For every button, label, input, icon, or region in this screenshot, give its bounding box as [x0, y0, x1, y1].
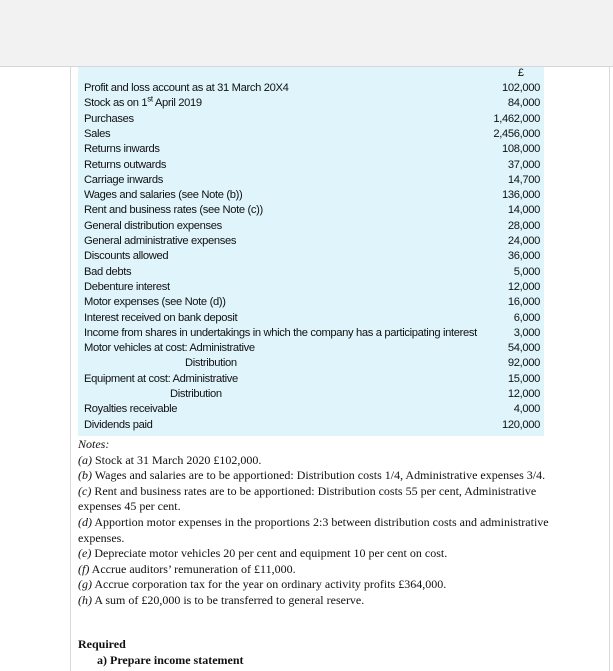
table-row [84, 158, 540, 173]
row-value: 120,000 [502, 418, 540, 431]
row-label: Returns inwards [84, 143, 160, 156]
row-label: Returns outwards [84, 158, 167, 171]
table-row [84, 173, 540, 188]
note-text: A sum of £20,000 is to be transferred to general reserve. [94, 592, 365, 607]
row-value: 37,000 [507, 158, 540, 171]
row-value: 2,456,000 [493, 127, 540, 140]
table-row [84, 249, 540, 264]
note-item [78, 515, 578, 546]
note-marker: (a) [78, 452, 92, 467]
row-label: Purchases [84, 112, 134, 125]
table-row [84, 188, 540, 203]
row-label: Profit and loss account as at 31 March 20X4 [84, 82, 289, 94]
row-label: Motor vehicles at cost: Administrative [84, 342, 255, 355]
viewer-top-bar [0, 0, 613, 67]
note-item [78, 562, 578, 578]
row-value: 14,000 [507, 204, 540, 217]
row-value: 54,000 [507, 342, 540, 355]
row-label: Equipment at cost: Administrative [84, 372, 238, 385]
note-item [78, 546, 578, 562]
required-heading: Required [78, 637, 126, 651]
row-value: 84,000 [507, 97, 540, 110]
row-value: 3,000 [513, 326, 540, 339]
row-value: 6,000 [513, 311, 540, 324]
table-row [84, 112, 540, 127]
row-label: Bad debts [84, 265, 132, 278]
note-marker: (c) [78, 483, 92, 498]
row-label: Sales [84, 127, 111, 140]
page-right-border [609, 67, 610, 671]
row-value: 24,000 [507, 235, 540, 247]
row-label: Carriage inwards [84, 173, 163, 186]
required-item-a: a) Prepare income statement [97, 653, 244, 667]
row-value: 28,000 [507, 219, 540, 232]
row-label: Rent and business rates (see Note (c)) [84, 204, 263, 217]
note-marker: (b) [78, 468, 92, 483]
table-row [84, 326, 540, 341]
table-row [84, 142, 540, 157]
table-row [84, 402, 540, 417]
note-marker: (e) [78, 546, 92, 561]
row-value: 5,000 [513, 265, 540, 278]
table-row [84, 418, 540, 433]
table-row [84, 295, 540, 310]
note-text: Rent and business rates are to be apportioned: Distribution costs 55 per cent, Administrative expenses 45 per cent. [78, 483, 537, 514]
row-label: Royalties receivable [84, 403, 178, 416]
note-item [78, 453, 578, 469]
row-value: 16,000 [507, 296, 540, 309]
row-label: Stock as on 1st April 2019 [84, 94, 202, 110]
row-label: General administrative expenses [84, 235, 237, 247]
row-label: Debenture interest [84, 280, 170, 293]
note-item [78, 593, 578, 609]
table-row [84, 387, 540, 402]
row-value: 92,000 [507, 357, 540, 370]
table-row [84, 234, 540, 249]
row-value: 12,000 [507, 388, 540, 400]
page-left-border [70, 67, 71, 671]
table-row [84, 356, 540, 371]
row-label: Wages and salaries (see Note (b)) [84, 189, 243, 202]
row-label: Dividends paid [84, 418, 153, 431]
row-label: Income from shares in undertakings in which the company has a participating interest [84, 326, 477, 339]
note-marker: (f) [78, 561, 90, 576]
note-marker: (g) [78, 577, 92, 592]
row-value: 102,000 [502, 82, 540, 94]
note-text: Accrue corporation tax for the year on ordinary activity profits £364,000. [94, 577, 447, 592]
row-value: 136,000 [502, 189, 540, 202]
row-value: 108,000 [502, 143, 540, 156]
row-value: 4,000 [513, 403, 540, 416]
note-marker: (h) [78, 592, 92, 607]
note-text: Apportion motor expenses in the proportions 2:3 between distribution costs and administrative expenses. [78, 514, 549, 545]
row-label: Distribution [185, 357, 237, 370]
note-item [78, 468, 578, 484]
note-text: Depreciate motor vehicles 20 per cent and equipment 10 per cent on cost. [94, 546, 448, 561]
table-row [84, 372, 540, 387]
note-item [78, 577, 578, 593]
table-row [84, 219, 540, 234]
row-value: 1,462,000 [493, 112, 540, 125]
row-label: Motor expenses (see Note (d)) [84, 296, 226, 309]
note-text: Stock at 31 March 2020 £102,000. [95, 452, 262, 467]
table-row [84, 280, 540, 295]
row-value: 12,000 [507, 280, 540, 293]
table-row [84, 311, 540, 326]
note-text: Wages and salaries are to be apportioned: Distribution costs 1/4, Administrative expenses 3/4. [94, 468, 546, 483]
row-value: 14,700 [507, 173, 540, 186]
currency-header: £ [517, 67, 524, 79]
note-marker: (d) [78, 514, 92, 529]
notes-section [78, 437, 578, 609]
row-value: 36,000 [507, 250, 540, 263]
row-label: Distribution [170, 388, 222, 400]
note-text: Accrue auditors’ remuneration of £11,000. [91, 561, 296, 576]
trial-balance-table [78, 67, 544, 436]
table-row [84, 265, 540, 280]
table-row [84, 341, 540, 356]
notes-heading: Notes: [78, 437, 110, 451]
table-row [84, 127, 540, 142]
row-value: 15,000 [507, 372, 540, 385]
table-row [84, 203, 540, 218]
note-item [78, 484, 578, 515]
row-label: Interest received on bank deposit [84, 311, 238, 324]
row-label: General distribution expenses [84, 219, 222, 232]
row-label: Discounts allowed [84, 250, 169, 263]
table-row [84, 96, 540, 111]
